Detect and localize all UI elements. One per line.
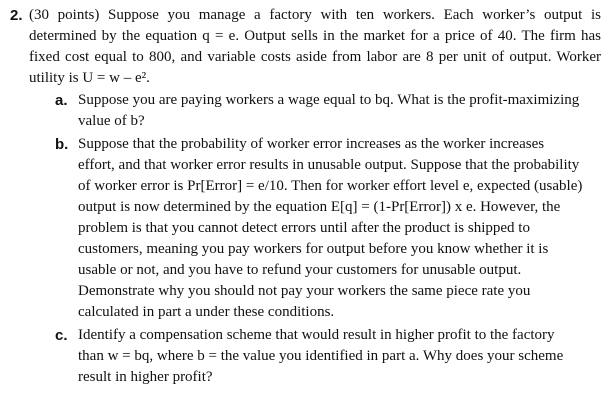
- part-b-text: Suppose that the probability of worker error increases as the worker increases effort, and that worker error results in unusable output. Suppose that the probability of worker error is Pr[Error] = e/10. Then for worker effort level e, expected (usable) output is now determined by the equation E[q] = (1-Pr[Error]) x e. However, the problem is that you cannot detect errors until after the product is shipped to customers, meaning you pay workers for output before you know whether it is usable or not, and you have to refund your customers for unusable output. Demonstrate why you should not pay your workers the same piece rate you calculated in part a under these conditions.: [78, 136, 583, 320]
- question-prompt: (30 points) Suppose you manage a factory with ten workers. Each worker’s output is determined by the equation q = e. Output sells in the market for a price of 40. The firm has fixed cost equal to 800, and variable costs aside from labor are 8 per unit of output. Worker utility is U = w – e².: [29, 7, 601, 86]
- part-c: [55, 325, 583, 388]
- part-c-text: Identify a compensation scheme that would result in higher profit to the factory than w = bq, where b = the value you identified in part a. Why does your scheme result in higher profit?: [78, 327, 564, 385]
- part-b-label: b.: [55, 136, 69, 153]
- question-2: [10, 5, 603, 388]
- part-b: [55, 134, 583, 323]
- part-a-text: Suppose you are paying workers a wage equal to bq. What is the profit-maximizing value of b?: [78, 92, 580, 129]
- part-a: [55, 90, 583, 132]
- part-c-label: c.: [55, 327, 68, 344]
- question-number: 2.: [10, 7, 23, 24]
- part-a-label: a.: [55, 92, 68, 109]
- question-parts: [10, 90, 603, 388]
